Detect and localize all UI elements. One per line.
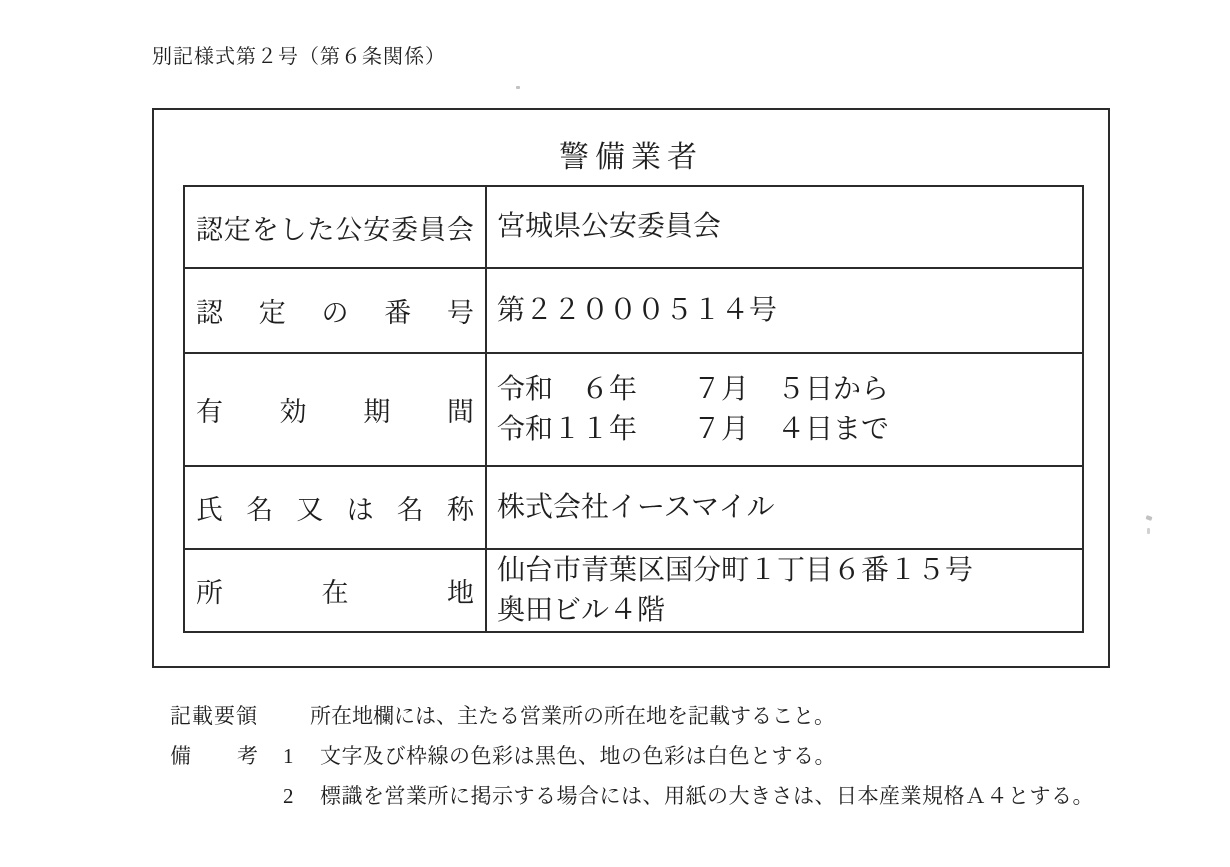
scan-artifact	[516, 86, 520, 89]
table-row-certifying-commission	[185, 187, 1082, 267]
row-label-certifying-commission: 認 定 を し た 公 安 委 員 会	[196, 214, 474, 245]
form-number-header: 別記様式第２号（第６条関係）	[152, 46, 446, 68]
value-validity-end: 令和１１年 ７月 ４日まで	[497, 413, 890, 445]
value-address-line2: 奥田ビル４階	[497, 594, 666, 626]
instruction-label: 記載要領	[170, 704, 258, 728]
remark-1-number: 1	[283, 744, 294, 768]
table-row-address	[185, 548, 1082, 631]
remarks-line-2	[170, 780, 1190, 820]
label-cell-certification-number	[185, 269, 487, 352]
row-label-name: 氏 名 又 は 名 称	[196, 495, 474, 525]
footnotes	[170, 700, 1190, 820]
scan-artifact	[1147, 528, 1150, 534]
table-row-name	[185, 465, 1082, 548]
value-company-name: 株式会社イースマイル	[497, 491, 775, 523]
value-cell-validity-period	[487, 354, 1082, 465]
remarks-label: 備 考	[170, 744, 258, 768]
remark-2-text: 標識を営業所に掲示する場合には、用紙の大きさは、日本産業規格Ａ４とする。	[320, 784, 1094, 808]
row-label-certification-number: 認 定 の 番 号	[196, 298, 474, 328]
label-cell-address	[185, 550, 487, 631]
value-cell-address	[487, 550, 1082, 631]
remark-2-number: 2	[283, 784, 294, 808]
value-certification-number: 第２２０００５１４号	[497, 294, 778, 326]
value-certifying-commission: 宮城県公安委員会	[497, 211, 722, 242]
label-cell-certifying-commission	[185, 187, 487, 267]
sign-outer-border	[152, 108, 1110, 668]
label-cell-name	[185, 467, 487, 548]
table-row-validity-period	[185, 352, 1082, 465]
value-validity-start: 令和 ６年 ７月 ５日から	[497, 373, 890, 405]
value-cell-certifying-commission	[487, 187, 1082, 267]
value-cell-certification-number	[487, 269, 1082, 352]
table-row-certification-number	[185, 267, 1082, 352]
instruction-text: 所在地欄には、主たる営業所の所在地を記載すること。	[310, 704, 835, 728]
remarks-line-1	[170, 740, 1190, 780]
row-label-address: 所 在 地	[196, 578, 474, 608]
instruction-line	[170, 700, 1190, 740]
sign-title: 警備業者	[559, 141, 703, 174]
label-cell-validity-period	[185, 354, 487, 465]
value-cell-name	[487, 467, 1082, 548]
value-address-line1: 仙台市青葉区国分町１丁目６番１５号	[497, 554, 974, 586]
certification-table	[183, 185, 1084, 633]
scan-artifact	[1145, 515, 1152, 521]
remark-1-text: 文字及び枠線の色彩は黒色、地の色彩は白色とする。	[320, 744, 836, 768]
row-label-validity-period: 有 効 期 間	[196, 397, 474, 427]
